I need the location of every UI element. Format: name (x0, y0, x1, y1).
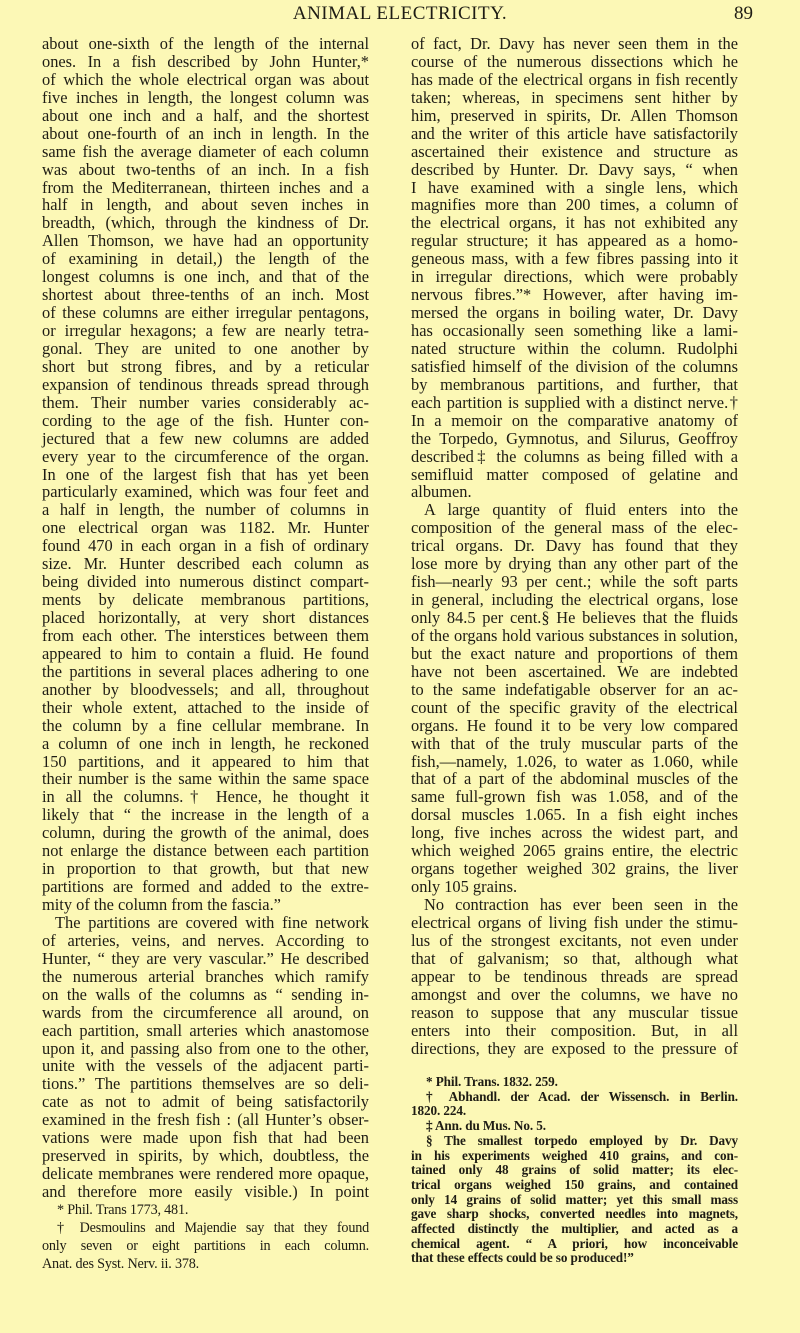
text-line: ones. In a fish described by John Hunter,* (42, 51, 369, 71)
text-line: A large quantity of fluid enters into the (424, 500, 738, 520)
text-line: and the writer of this article have satisfactorily (411, 123, 738, 143)
text-line: short but strong fibres, and by a reticular (42, 356, 369, 376)
text-line: trical organs. Dr. Davy has found that they (411, 536, 738, 556)
right-footnotes (411, 1075, 738, 1266)
left-column (42, 35, 369, 1201)
text-line: particularly examined, which was four feet and (42, 482, 369, 502)
text-line: their number is the same within the same space (42, 769, 369, 789)
text-line: described by Hunter. Dr. Davy says, “ when (411, 159, 738, 179)
text-line: dorsal muscles 1.065. In a fish eight inches (411, 805, 738, 825)
text-line: have not been ascertained. We are indebted (411, 661, 738, 681)
footnote (411, 1090, 738, 1119)
text-line: unite with the vessels of the adjacent parti- (42, 1056, 369, 1076)
text-line: in all the columns.† Hence, he thought it (42, 787, 369, 807)
text-line: every year to the circumference of the organ. (42, 446, 369, 466)
text-line: reason to suppose that any muscular tissue (411, 1002, 738, 1022)
text-line: has made of the electrical organs in fish recently (411, 69, 738, 89)
footnote-line: § The smallest torpedo employed by Dr. Davy (426, 1132, 738, 1148)
text-line: each partition, small arteries which anastomose (42, 1020, 369, 1040)
footnote-line: * Phil. Trans 1773, 481. (57, 1202, 189, 1218)
footnote (411, 1119, 738, 1134)
text-line: cording to the age of the fish. Hunter con- (42, 410, 369, 430)
text-line: course of the numerous dissections which he (411, 51, 738, 71)
text-line: not enlarge the distance between each partition (42, 841, 369, 861)
text-line: being divided into numerous distinct compart- (42, 572, 369, 592)
text-line: of these columns are either irregular pentagons, (42, 303, 369, 323)
text-line: long, five inches across the widest part, and (411, 823, 738, 843)
paragraph (42, 914, 369, 1201)
right-column (411, 35, 738, 1057)
text-line: composition of the general mass of the elec- (411, 518, 738, 538)
text-line: Hunter, “ they are very vascular.” He described (42, 948, 369, 968)
text-line: longest columns is one inch, and that of the (42, 267, 369, 287)
text-line: fish—nearly 93 per cent.; while the soft parts (411, 572, 738, 592)
text-line: albumen. (411, 482, 472, 502)
text-line: about one-fourth of an inch in length. In the (42, 123, 369, 143)
text-line: 150 partitions, and it appeared to him that (42, 751, 369, 771)
text-line: In one of the largest fish that has yet been (42, 464, 369, 484)
text-line: same fish the average diameter of each column (42, 141, 369, 161)
footnote-line: ‡ Ann. du Mus. No. 5. (426, 1118, 546, 1134)
text-line: of arteries, veins, and nerves. According to (42, 930, 369, 950)
text-line: mity of the column from the fascia.” (42, 895, 281, 914)
text-line: jectured that a few new columns are added (42, 428, 369, 448)
text-line: same full-grown fish was 1.058, and of the (411, 787, 738, 807)
text-line: to the same indefatigable observer for an ac- (411, 679, 738, 699)
text-line: vations were made upon fish that had been (42, 1128, 369, 1148)
paragraph (411, 501, 738, 896)
text-line: nervous fibres.”* However, after having im- (411, 285, 738, 305)
footnote-line: † Desmoulins and Majendie say that they found (57, 1220, 369, 1236)
text-line: described‡ the columns as being filled with a (411, 446, 738, 466)
text-line: appeared to him to contain a fluid. He found (42, 643, 369, 663)
text-line: enters into their composition. But, in all (411, 1020, 738, 1040)
text-line: which weighed 2065 grains entire, the electric (411, 841, 738, 861)
text-line: in irregular directions, which were probably (411, 267, 738, 287)
text-line: only 84.5 per cent.§ He believes that the fluids (411, 608, 738, 627)
text-line: the column by a fine cellular membrane. In (42, 715, 369, 735)
text-line: the electrical organs, it has not exhibited any (411, 213, 738, 233)
text-line: ments by delicate membranous partitions, (42, 590, 369, 610)
text-line: him, preserved in spirits, Dr. Allen Thomson (411, 105, 738, 125)
text-line: nated structure within the column. Rudolphi (411, 338, 738, 358)
paragraph (42, 35, 369, 914)
text-line: gonal. They are united to one another by (42, 338, 369, 358)
text-line: about one-sixth of the length of the internal (42, 34, 369, 53)
text-line: upon it, and passing also from one to the other, (42, 1038, 369, 1058)
paragraph (411, 35, 738, 501)
footnote-line: only seven or eight partitions in each column. (42, 1238, 369, 1254)
footnote-line: 1820. 224. (411, 1103, 467, 1119)
footnote (411, 1134, 738, 1266)
text-line: placed horizontally, at very short distances (42, 608, 369, 627)
text-line: regular structure; it has appeared as a homo- (411, 231, 738, 251)
text-line: delicate membranes were rendered more opaque, (42, 1164, 369, 1184)
text-line: in general, including the electrical organs, lose (411, 590, 738, 610)
text-line: half in length, and about seven inches in (42, 195, 369, 215)
text-line: with that of the truly muscular parts of the (411, 733, 738, 753)
text-line: geneous mass, with a few fibres passing into it (411, 249, 738, 269)
text-line: of the organs hold various substances in solution, (411, 625, 738, 645)
text-line: about one inch and a half, and the shortest (42, 105, 369, 125)
text-line: from the Mediterranean, thirteen inches and a (42, 177, 369, 197)
text-line: amongst and over the columns, we have no (411, 984, 738, 1004)
text-line: from each other. The interstices between them (42, 625, 369, 645)
text-line: lose more by drying than any other part of the (411, 554, 738, 574)
text-line: magnifies more than 200 times, a column of (411, 195, 738, 215)
running-title: ANIMAL ELECTRICITY. (292, 3, 508, 24)
text-line: semifluid matter composed of gelatine and (411, 464, 738, 484)
text-line: Allen Thomson, we have had an opportunity (42, 231, 369, 251)
text-line: that of a part of the abdominal muscles of the (411, 769, 738, 789)
text-line: taken; whereas, in specimens sent hither by (411, 87, 738, 107)
text-line: mersed the organs in boiling water, Dr. Davy (411, 303, 738, 323)
text-line: a half in length, the number of columns in (42, 500, 369, 520)
text-line: of which the whole electrical organ was about (42, 69, 369, 89)
text-line: ascertained their existence and structure as (411, 141, 738, 161)
text-line: breadth, (which, through the kindness of Dr. (42, 213, 369, 233)
footnote-line: chemical agent. “ A priori, how inconceivable (411, 1235, 738, 1251)
text-line: of fact, Dr. Davy has never seen them in the (411, 34, 738, 53)
text-line: five inches in length, the longest column was (42, 87, 369, 107)
text-line: In a memoir on the comparative anatomy of (411, 410, 738, 430)
text-line: by membranous partitions, and further, that (411, 374, 738, 394)
text-line: preserved in spirits, by which, doubtless, the (42, 1146, 369, 1166)
text-line: count of the specific gravity of the electrical (411, 697, 738, 717)
footnote (42, 1219, 369, 1273)
text-line: wards from the circumference all around, on (42, 1002, 369, 1022)
text-line: them. Their number varies considerably ac- (42, 392, 369, 412)
text-line: column, during the growth of the animal, does (42, 823, 369, 843)
text-line: a column of one inch in length, he reckoned (42, 733, 369, 753)
text-line: tions.” The partitions themselves are so deli- (42, 1074, 369, 1094)
footnote-line: trical organs weighed 150 grains, and contained (411, 1176, 738, 1192)
footnote-line: that these effects could be so produced!” (411, 1250, 634, 1266)
text-line: the numerous arterial branches which ramify (42, 966, 369, 986)
text-line: directions, they are exposed to the pressure of (411, 1038, 738, 1058)
text-line: likely that “ the increase in the length of a (42, 805, 369, 825)
text-line: size. Mr. Hunter described each column as (42, 554, 369, 574)
footnote-line: tained only 48 grains of solid matter; its elec- (411, 1162, 738, 1178)
text-line: was about two-tenths of an inch. In a fish (42, 159, 369, 179)
text-line: only 105 grains. (411, 877, 518, 897)
text-line: fish,—namely, 1.026, to water as 1.060, while (411, 751, 738, 771)
text-line: has occasionally seen something like a lami- (411, 321, 738, 340)
text-line: No contraction has ever been seen in the (424, 895, 738, 914)
text-line: on the walls of the columns as “ sending in- (42, 984, 369, 1004)
text-line: examined in the fresh fish : (all Hunter’s obser- (42, 1110, 369, 1130)
footnote (411, 1075, 738, 1090)
text-line: another by bloodvessels; and all, throughout (42, 679, 369, 699)
text-line: the Torpedo, Gymnotus, and Silurus, Geoffroy (411, 428, 738, 448)
footnote-line: gave sharp shocks, converted needles into magnets, (411, 1206, 738, 1222)
text-line: partitions are formed and added to the extre- (42, 877, 369, 897)
text-line: each partition is supplied with a distinct nerve.† (411, 392, 738, 412)
page-number: 89 (734, 3, 753, 24)
text-line: lus of the strongest excitants, not even under (411, 930, 738, 950)
text-line: appear to be tendinous threads are spread (411, 966, 738, 986)
text-line: found 470 in each organ in a fish of ordinary (42, 536, 369, 556)
text-line: one electrical organ was 1182. Mr. Hunter (42, 518, 369, 538)
text-line: their whole extent, attached to the inside of (42, 697, 369, 717)
left-footnotes (42, 1201, 369, 1273)
text-line: that of galvanism; so that, although what (411, 948, 738, 968)
text-line: of examining in detail,) the length of the (42, 249, 369, 269)
footnote-line: in his experiments weighed 410 grains, and con- (411, 1147, 738, 1163)
footnote-line: Anat. des Syst. Nerv. ii. 378. (42, 1256, 200, 1272)
text-line: organs. He found it to be very low compared (411, 715, 738, 735)
text-line: shortest about three-tenths of an inch. Most (42, 285, 369, 305)
text-line: cate as not to admit of being satisfactorily (42, 1092, 369, 1112)
text-line: or irregular hexagons; a few are nearly tetra- (42, 321, 369, 340)
text-line: and therefore more easily visible.) In point (42, 1182, 369, 1201)
text-line: the partitions in several places adhering to one (42, 661, 369, 681)
text-line: electrical organs of living fish under the stimu- (411, 912, 738, 932)
footnote-line: † Abhandl. der Acad. der Wissensch. in Berlin. (426, 1088, 738, 1104)
text-line: but the exact nature and proportions of them (411, 643, 738, 663)
text-line: expansion of tendinous threads spread through (42, 374, 369, 394)
footnote (42, 1201, 369, 1219)
footnote-line: only 14 grains of solid matter; yet this small mass (411, 1191, 738, 1207)
footnote-line: affected distinctly the multiplier, and acted as a (411, 1221, 738, 1237)
text-line: organs together weighed 302 grains, the liver (411, 859, 738, 879)
text-line: I have examined with a single lens, which (411, 177, 738, 197)
text-line: The partitions are covered with fine network (55, 912, 369, 932)
text-line: satisfied himself of the division of the columns (411, 356, 738, 376)
footnote-line: * Phil. Trans. 1832. 259. (426, 1074, 558, 1089)
text-line: in proportion to that growth, but that new (42, 859, 369, 879)
paragraph (411, 896, 738, 1057)
